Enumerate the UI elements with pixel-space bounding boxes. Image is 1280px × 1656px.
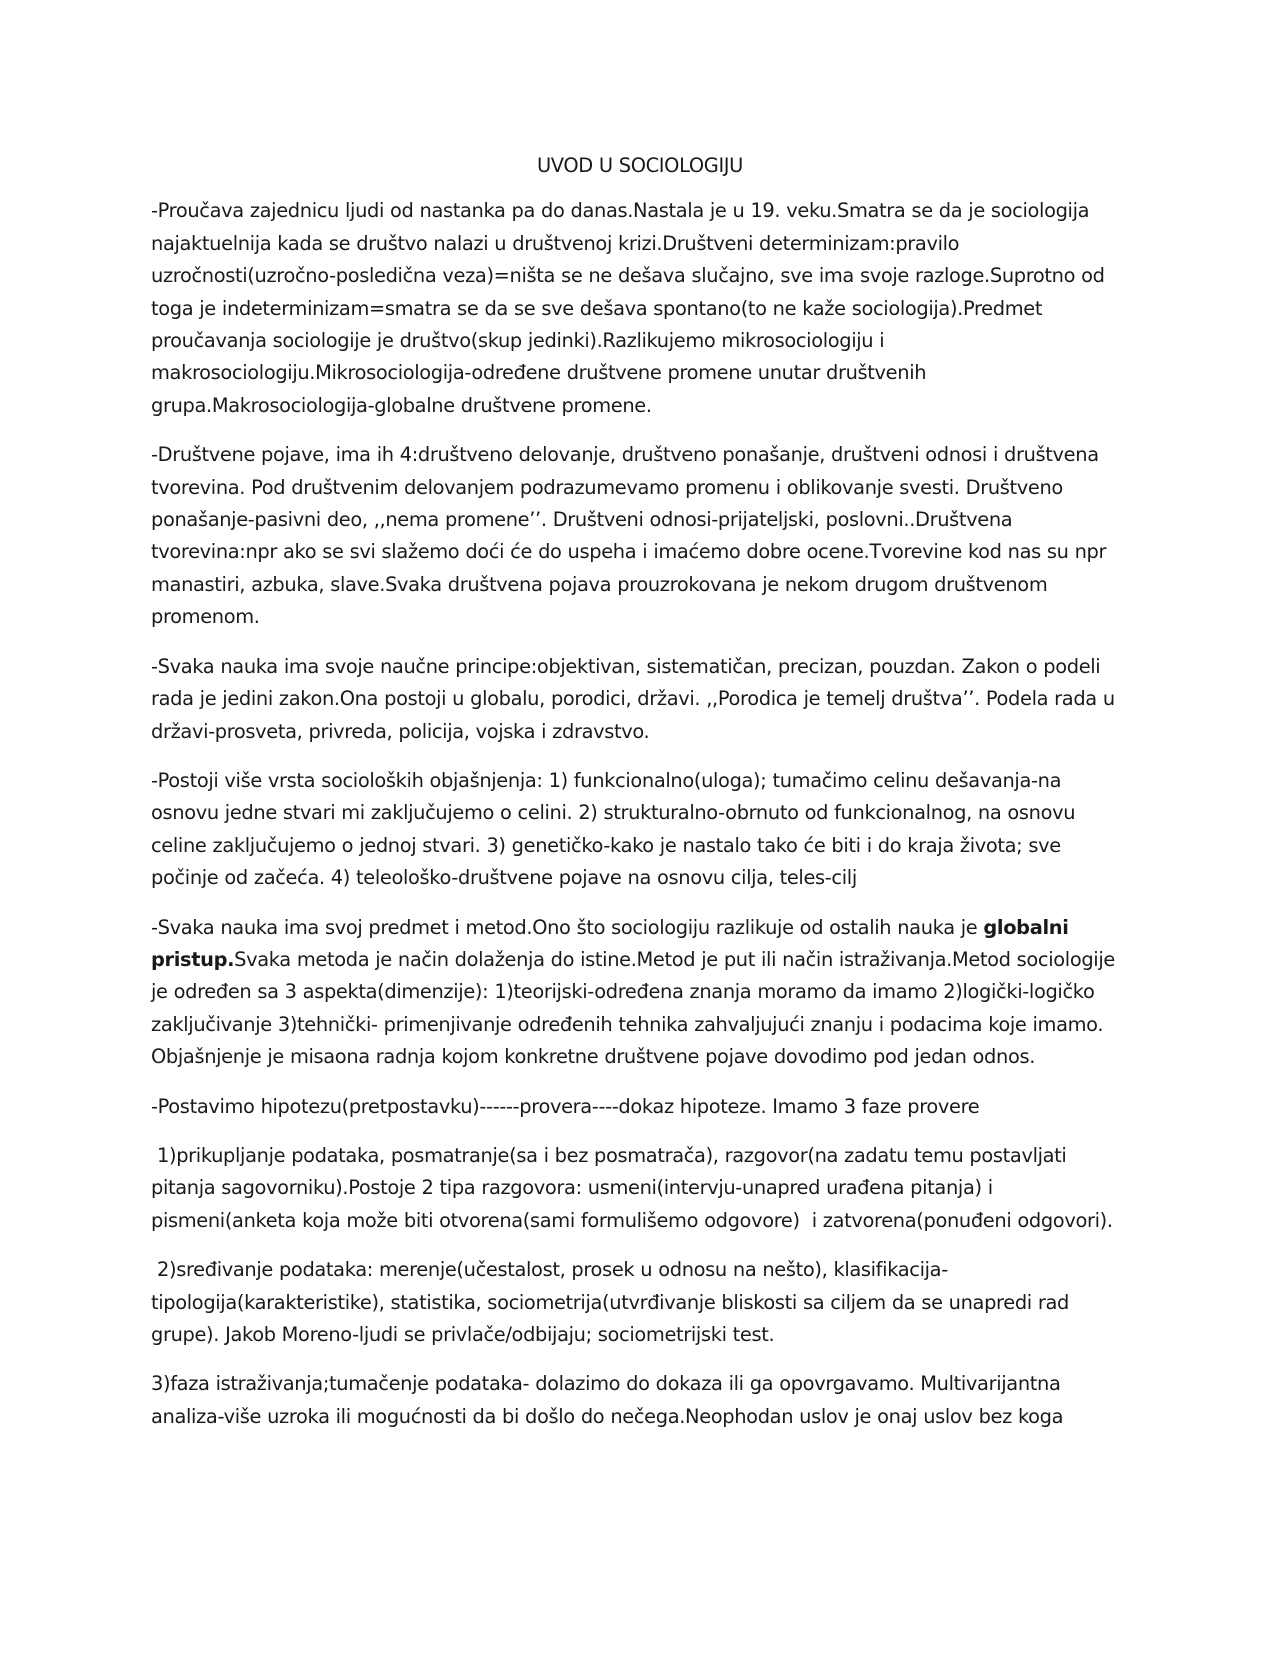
paragraph: -Postavimo hipotezu(pretpostavku)------provera----dokaz hipoteze. Imamo 3 faze provere [151,1094,980,1118]
paragraph-text: -Svaka nauka ima svoj predmet i metod.Ono što sociologiju razlikuje od ostalih nauka je [151,915,984,939]
paragraph-method [151,912,1129,1074]
paragraph: -Društvene pojave, ima ih 4:društveno delovanje, društveno ponašanje, društveni odnosi i društvena tvorevina. Pod društvenim delovanjem podrazumevamo promenu i oblikovanje svesti. Društveno ponašanje-pasivni deo, ,,nema promene’’. Društveni odnosi-prijateljski, poslovni..Društvena tvorevina:npr ako se svi slažemo doći će do uspeha i imaćemo dobre ocene.Tvorevine kod nas su npr manastiri, azbuka, slave.Svaka društvena pojava prouzrokovana je nekom drugom društvenom promenom. [151,443,1107,629]
paragraph: 2)sređivanje podataka: merenje(učestalost, prosek u odnosu na nešto), klasifikacija-tipologija(karakteristike), statistika, sociometrija(utvrđivanje bliskosti sa ciljem da se unapredi rad grupe). Jakob Moreno-ljudi se privlače/odbijaju; sociometrijski test. [151,1258,1075,1346]
document-body [151,150,1129,1450]
paragraph-text: Svaka metoda je način dolaženja do istine.Metod je put ili način istraživanja.Metod sociologije je određen sa 3 aspekta(dimenzije): 1)teorijski-određena znanja moramo da imamo 2)logički-logičko zaključivanje 3)tehnički- primenjivanje određenih tehnika zahvaljujući znanju i podacima koje imamo. Objašnjenje je misaona radnja kojom konkretne društvene pojave dovodimo pod jedan odnos. [151,947,1115,1069]
paragraph: -Svaka nauka ima svoje naučne principe:objektivan, sistematičan, precizan, pouzdan. Zakon o podeli rada je jedini zakon.Ona postoji u globalu, porodici, državi. ,,Porodica je temelj društva’’. Podela rada u državi-prosveta, privreda, policija, vojska i zdravstvo. [151,654,1115,743]
bold-phrase: globalni pristup. [151,915,1069,971]
document-title: UVOD U SOCIOLOGIJU [536,154,744,177]
paragraph: -Postoji više vrsta socioloških objašnjenja: 1) funkcionalno(uloga); tumačimo celinu dešavanja-na osnovu jedne stvari mi zaključujemo o celini. 2) strukturalno-obrnuto od funkcionalnog, na osnovu celine zaključujemo o jednoj stvari. 3) genetičko-kako je nastalo tako će biti i do kraja života; sve počinje od začeća. 4) teleološko-društvene pojave na osnovu cilja, teles-cilj [151,768,1076,890]
paragraph: 3)faza istraživanja;tumačenje podataka- dolazimo do dokaza ili ga opovrgavamo. Multivarijantna analiza-više uzroka ili mogućnosti da bi došlo do nečega.Neophodan uslov je onaj uslov bez koga [151,1372,1064,1428]
paragraph: 1)prikupljanje podataka, posmatranje(sa i bez posmatrača), razgovor(na zadatu temu postavljati pitanja sagovorniku).Postoje 2 tipa razgovora: usmeni(intervju-unapred urađena pitanja) i pismeni(anketa koja može biti otvorena(sami formulišemo odgovore) i zatvorena(ponuđeni odgovori). [151,1143,1113,1232]
paragraph: -Proučava zajednicu ljudi od nastanka pa do danas.Nastala je u 19. veku.Smatra se da je sociologija najaktuelnija kada se društvo nalazi u društvenoj krizi.Društveni determinizam:pravilo uzročnosti(uzročno-posledična veza)=ništa se ne dešava slučajno, sve ima svoje razloge.Suprotno od toga je indeterminizam=smatra se da se sve dešava spontano(to ne kaže sociologija).Predmet proučavanja sociologije je društvo(skup jedinki).Razlikujemo mikrosociologiju i makrosociologiju.Mikrosociologija-određene društvene promene unutar društvenih grupa.Makrosociologija-globalne društvene promene. [151,199,1105,417]
